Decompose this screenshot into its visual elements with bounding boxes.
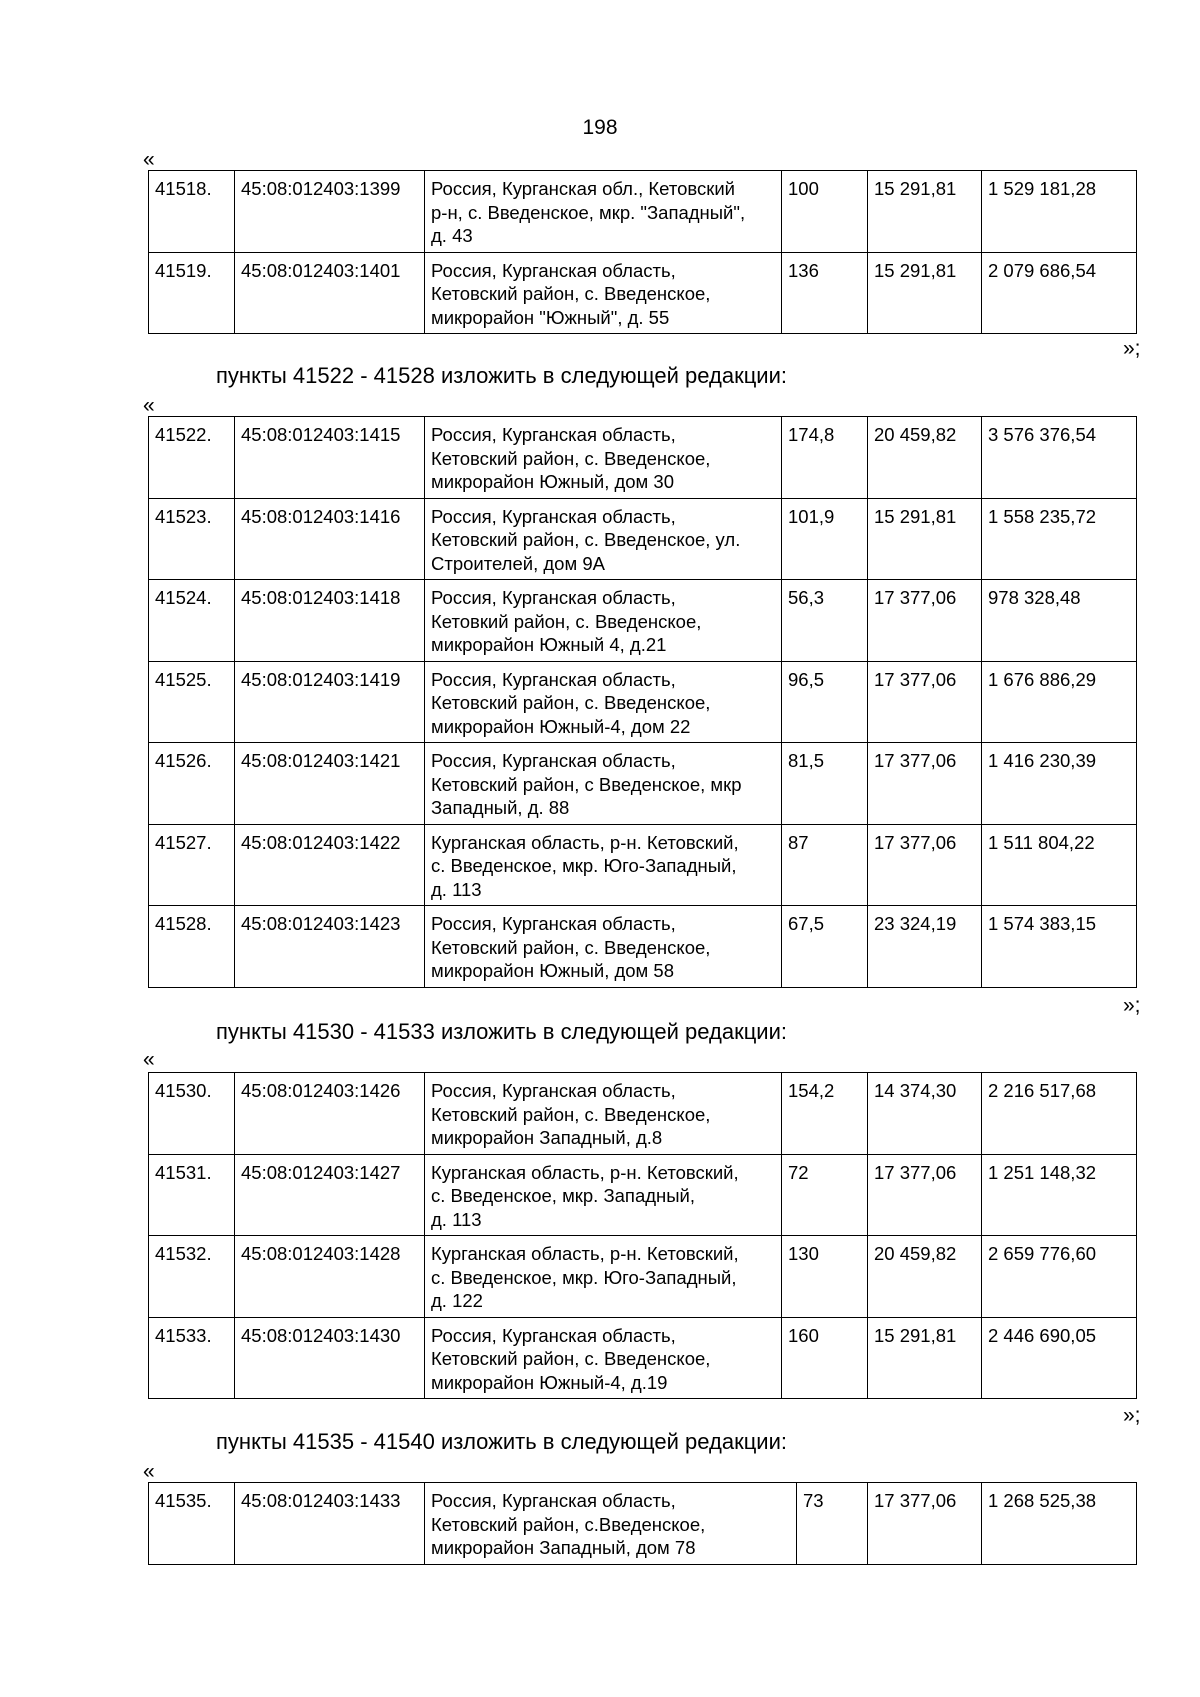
address-line: микрорайон Южный 4, д.21	[431, 634, 667, 655]
address-cell	[425, 661, 782, 743]
total-value: 1 529 181,28	[982, 171, 1137, 253]
address-line: Россия, Курганская область,	[431, 1324, 676, 1346]
data-table	[148, 170, 1137, 334]
total-value: 1 676 886,29	[982, 661, 1137, 743]
table-row	[149, 661, 1137, 743]
row-number: 41532.	[149, 1236, 235, 1318]
area-value: 136	[782, 252, 868, 334]
cadastral-number: 45:08:012403:1422	[235, 824, 425, 906]
total-value: 2 216 517,68	[982, 1073, 1137, 1155]
row-number: 41519.	[149, 252, 235, 334]
area-value: 96,5	[782, 661, 868, 743]
data-table	[148, 1482, 1137, 1565]
price-value: 17 377,06	[868, 661, 982, 743]
table-row	[149, 498, 1137, 580]
address-cell	[425, 1236, 782, 1318]
price-value: 17 377,06	[868, 1154, 982, 1236]
total-value: 1 416 230,39	[982, 743, 1137, 825]
area-value: 100	[782, 171, 868, 253]
table-row	[149, 252, 1137, 334]
address-line: Россия, Курганская область,	[431, 1080, 676, 1101]
price-value: 17 377,06	[868, 743, 982, 825]
table-row	[149, 580, 1137, 662]
cadastral-number: 45:08:012403:1401	[235, 252, 425, 334]
total-value: 3 576 376,54	[982, 417, 1137, 499]
cadastral-number: 45:08:012403:1423	[235, 906, 425, 988]
section-heading: пункты 41530 - 41533 изложить в следующей редакции:	[216, 1019, 788, 1044]
address-line: микрорайон Западный, д.8	[431, 1127, 663, 1148]
address-line: микрорайон Южный, дом 58	[431, 960, 674, 981]
area-value: 73	[797, 1483, 868, 1565]
cadastral-number: 45:08:012403:1416	[235, 498, 425, 580]
cadastral-number: 45:08:012403:1399	[235, 171, 425, 253]
row-number: 41525.	[149, 661, 235, 743]
section-heading: пункты 41522 - 41528 изложить в следующей редакции:	[216, 363, 788, 388]
row-number: 41524.	[149, 580, 235, 662]
address-line: Кетовский район, с. Введенское,	[431, 1348, 711, 1369]
cadastral-number: 45:08:012403:1430	[235, 1317, 425, 1399]
price-value: 17 377,06	[868, 1483, 982, 1565]
data-table	[148, 416, 1137, 988]
price-value: 15 291,81	[868, 171, 982, 253]
total-value: 2 659 776,60	[982, 1236, 1137, 1318]
address-cell	[425, 1154, 782, 1236]
table-row	[149, 1483, 1137, 1565]
cadastral-number: 45:08:012403:1415	[235, 417, 425, 499]
address-line: Россия, Курганская область,	[431, 505, 676, 527]
address-cell	[425, 1483, 797, 1565]
total-value: 1 511 804,22	[982, 824, 1137, 906]
area-value: 174,8	[782, 417, 868, 499]
quote-close: »;	[1123, 994, 1141, 1017]
address-line: Россия, Курганская обл., Кетовский	[431, 178, 736, 199]
quote-open: «	[143, 148, 155, 171]
section-heading: пункты 41535 - 41540 изложить в следующей редакции:	[216, 1429, 788, 1454]
quote-close: »;	[1123, 1404, 1141, 1427]
address-line: Россия, Курганская область,	[431, 424, 676, 445]
address-cell	[425, 1317, 782, 1399]
row-number: 41528.	[149, 906, 235, 988]
area-value: 154,2	[782, 1073, 868, 1155]
price-value: 14 374,30	[868, 1073, 982, 1155]
address-cell	[425, 252, 782, 334]
address-line: с. Введенское, мкр. Юго-Западный,	[431, 1266, 737, 1288]
row-number: 41535.	[149, 1483, 235, 1565]
address-line: Курганская область, р-н. Кетовский,	[431, 1243, 739, 1264]
address-line: Курганская область, р-н. Кетовский,	[431, 1161, 739, 1183]
table-row	[149, 1073, 1137, 1155]
area-value: 67,5	[782, 906, 868, 988]
total-value: 1 558 235,72	[982, 498, 1137, 580]
table-row	[149, 171, 1137, 253]
address-cell	[425, 743, 782, 825]
row-number: 41531.	[149, 1154, 235, 1236]
address-cell	[425, 824, 782, 906]
area-value: 72	[782, 1154, 868, 1236]
total-value: 978 328,48	[982, 580, 1137, 662]
area-value: 81,5	[782, 743, 868, 825]
address-line: Кетовский район, с.Введенское,	[431, 1513, 706, 1535]
area-value: 101,9	[782, 498, 868, 580]
address-line: д. 113	[431, 878, 482, 900]
address-line: микрорайон "Южный", д. 55	[431, 306, 670, 328]
cadastral-number: 45:08:012403:1421	[235, 743, 425, 825]
address-line: р-н, с. Введенское, мкр. "Западный",	[431, 201, 746, 223]
row-number: 41533.	[149, 1317, 235, 1399]
address-line: Строителей, дом 9А	[431, 552, 605, 574]
address-line: Курганская область, р-н. Кетовский,	[431, 831, 739, 853]
address-line: Россия, Курганская область,	[431, 587, 676, 608]
cadastral-number: 45:08:012403:1419	[235, 661, 425, 743]
address-line: микрорайон Западный, дом 78	[431, 1537, 696, 1558]
address-line: д. 122	[431, 1290, 483, 1311]
price-value: 17 377,06	[868, 824, 982, 906]
price-value: 15 291,81	[868, 498, 982, 580]
address-line: Россия, Курганская область,	[431, 1490, 676, 1511]
address-line: Кетовский район, с. Введенское,	[431, 283, 711, 304]
address-line: микрорайон Южный-4, д.19	[431, 1371, 668, 1393]
address-line: Кетовский район, с. Введенское,	[431, 936, 711, 958]
total-value: 2 446 690,05	[982, 1317, 1137, 1399]
area-value: 130	[782, 1236, 868, 1318]
address-line: с. Введенское, мкр. Юго-Западный,	[431, 855, 737, 876]
address-cell	[425, 171, 782, 253]
total-value: 2 079 686,54	[982, 252, 1137, 334]
address-line: Кетовский район, с. Введенское,	[431, 447, 711, 469]
address-cell	[425, 498, 782, 580]
row-number: 41522.	[149, 417, 235, 499]
total-value: 1 268 525,38	[982, 1483, 1137, 1565]
address-line: Кетовский район, с Введенское, мкр	[431, 773, 742, 795]
address-line: Россия, Курганская область,	[431, 750, 676, 771]
cadastral-number: 45:08:012403:1418	[235, 580, 425, 662]
address-line: д. 113	[431, 1208, 482, 1230]
cadastral-number: 45:08:012403:1433	[235, 1483, 425, 1565]
address-cell	[425, 580, 782, 662]
price-value: 17 377,06	[868, 580, 982, 662]
address-cell	[425, 417, 782, 499]
address-cell	[425, 1073, 782, 1155]
table-row	[149, 906, 1137, 988]
quote-open: «	[143, 394, 155, 417]
address-line: д. 43	[431, 225, 473, 246]
total-value: 1 574 383,15	[982, 906, 1137, 988]
price-value: 20 459,82	[868, 1236, 982, 1318]
data-table	[148, 1072, 1137, 1399]
row-number: 41530.	[149, 1073, 235, 1155]
cadastral-number: 45:08:012403:1426	[235, 1073, 425, 1155]
row-number: 41518.	[149, 171, 235, 253]
address-line: Россия, Курганская область,	[431, 913, 676, 934]
cadastral-number: 45:08:012403:1427	[235, 1154, 425, 1236]
address-line: с. Введенское, мкр. Западный,	[431, 1185, 696, 1206]
address-line: Кетовский район, с. Введенское, ул.	[431, 529, 741, 550]
quote-open: «	[143, 1460, 155, 1483]
area-value: 56,3	[782, 580, 868, 662]
cadastral-number: 45:08:012403:1428	[235, 1236, 425, 1318]
address-line: Россия, Курганская область,	[431, 668, 676, 690]
address-line: микрорайон Южный, дом 30	[431, 471, 674, 492]
address-line: Западный, д. 88	[431, 797, 570, 818]
table-row	[149, 1154, 1137, 1236]
area-value: 160	[782, 1317, 868, 1399]
table-row	[149, 824, 1137, 906]
row-number: 41526.	[149, 743, 235, 825]
page-number: 198	[582, 116, 618, 139]
total-value: 1 251 148,32	[982, 1154, 1137, 1236]
address-line: Кетовский район, с. Введенское,	[431, 1103, 711, 1125]
address-line: микрорайон Южный-4, дом 22	[431, 715, 691, 737]
quote-close: »;	[1123, 337, 1141, 360]
address-line: Россия, Курганская область,	[431, 259, 676, 281]
row-number: 41523.	[149, 498, 235, 580]
address-line: Кетовкий район, с. Введенское,	[431, 610, 702, 632]
quote-open: «	[143, 1048, 155, 1071]
address-line: Кетовский район, с. Введенское,	[431, 692, 711, 713]
row-number: 41527.	[149, 824, 235, 906]
address-cell	[425, 906, 782, 988]
price-value: 23 324,19	[868, 906, 982, 988]
price-value: 15 291,81	[868, 1317, 982, 1399]
table-row	[149, 1317, 1137, 1399]
table-row	[149, 743, 1137, 825]
table-row	[149, 417, 1137, 499]
table-row	[149, 1236, 1137, 1318]
area-value: 87	[782, 824, 868, 906]
price-value: 15 291,81	[868, 252, 982, 334]
price-value: 20 459,82	[868, 417, 982, 499]
